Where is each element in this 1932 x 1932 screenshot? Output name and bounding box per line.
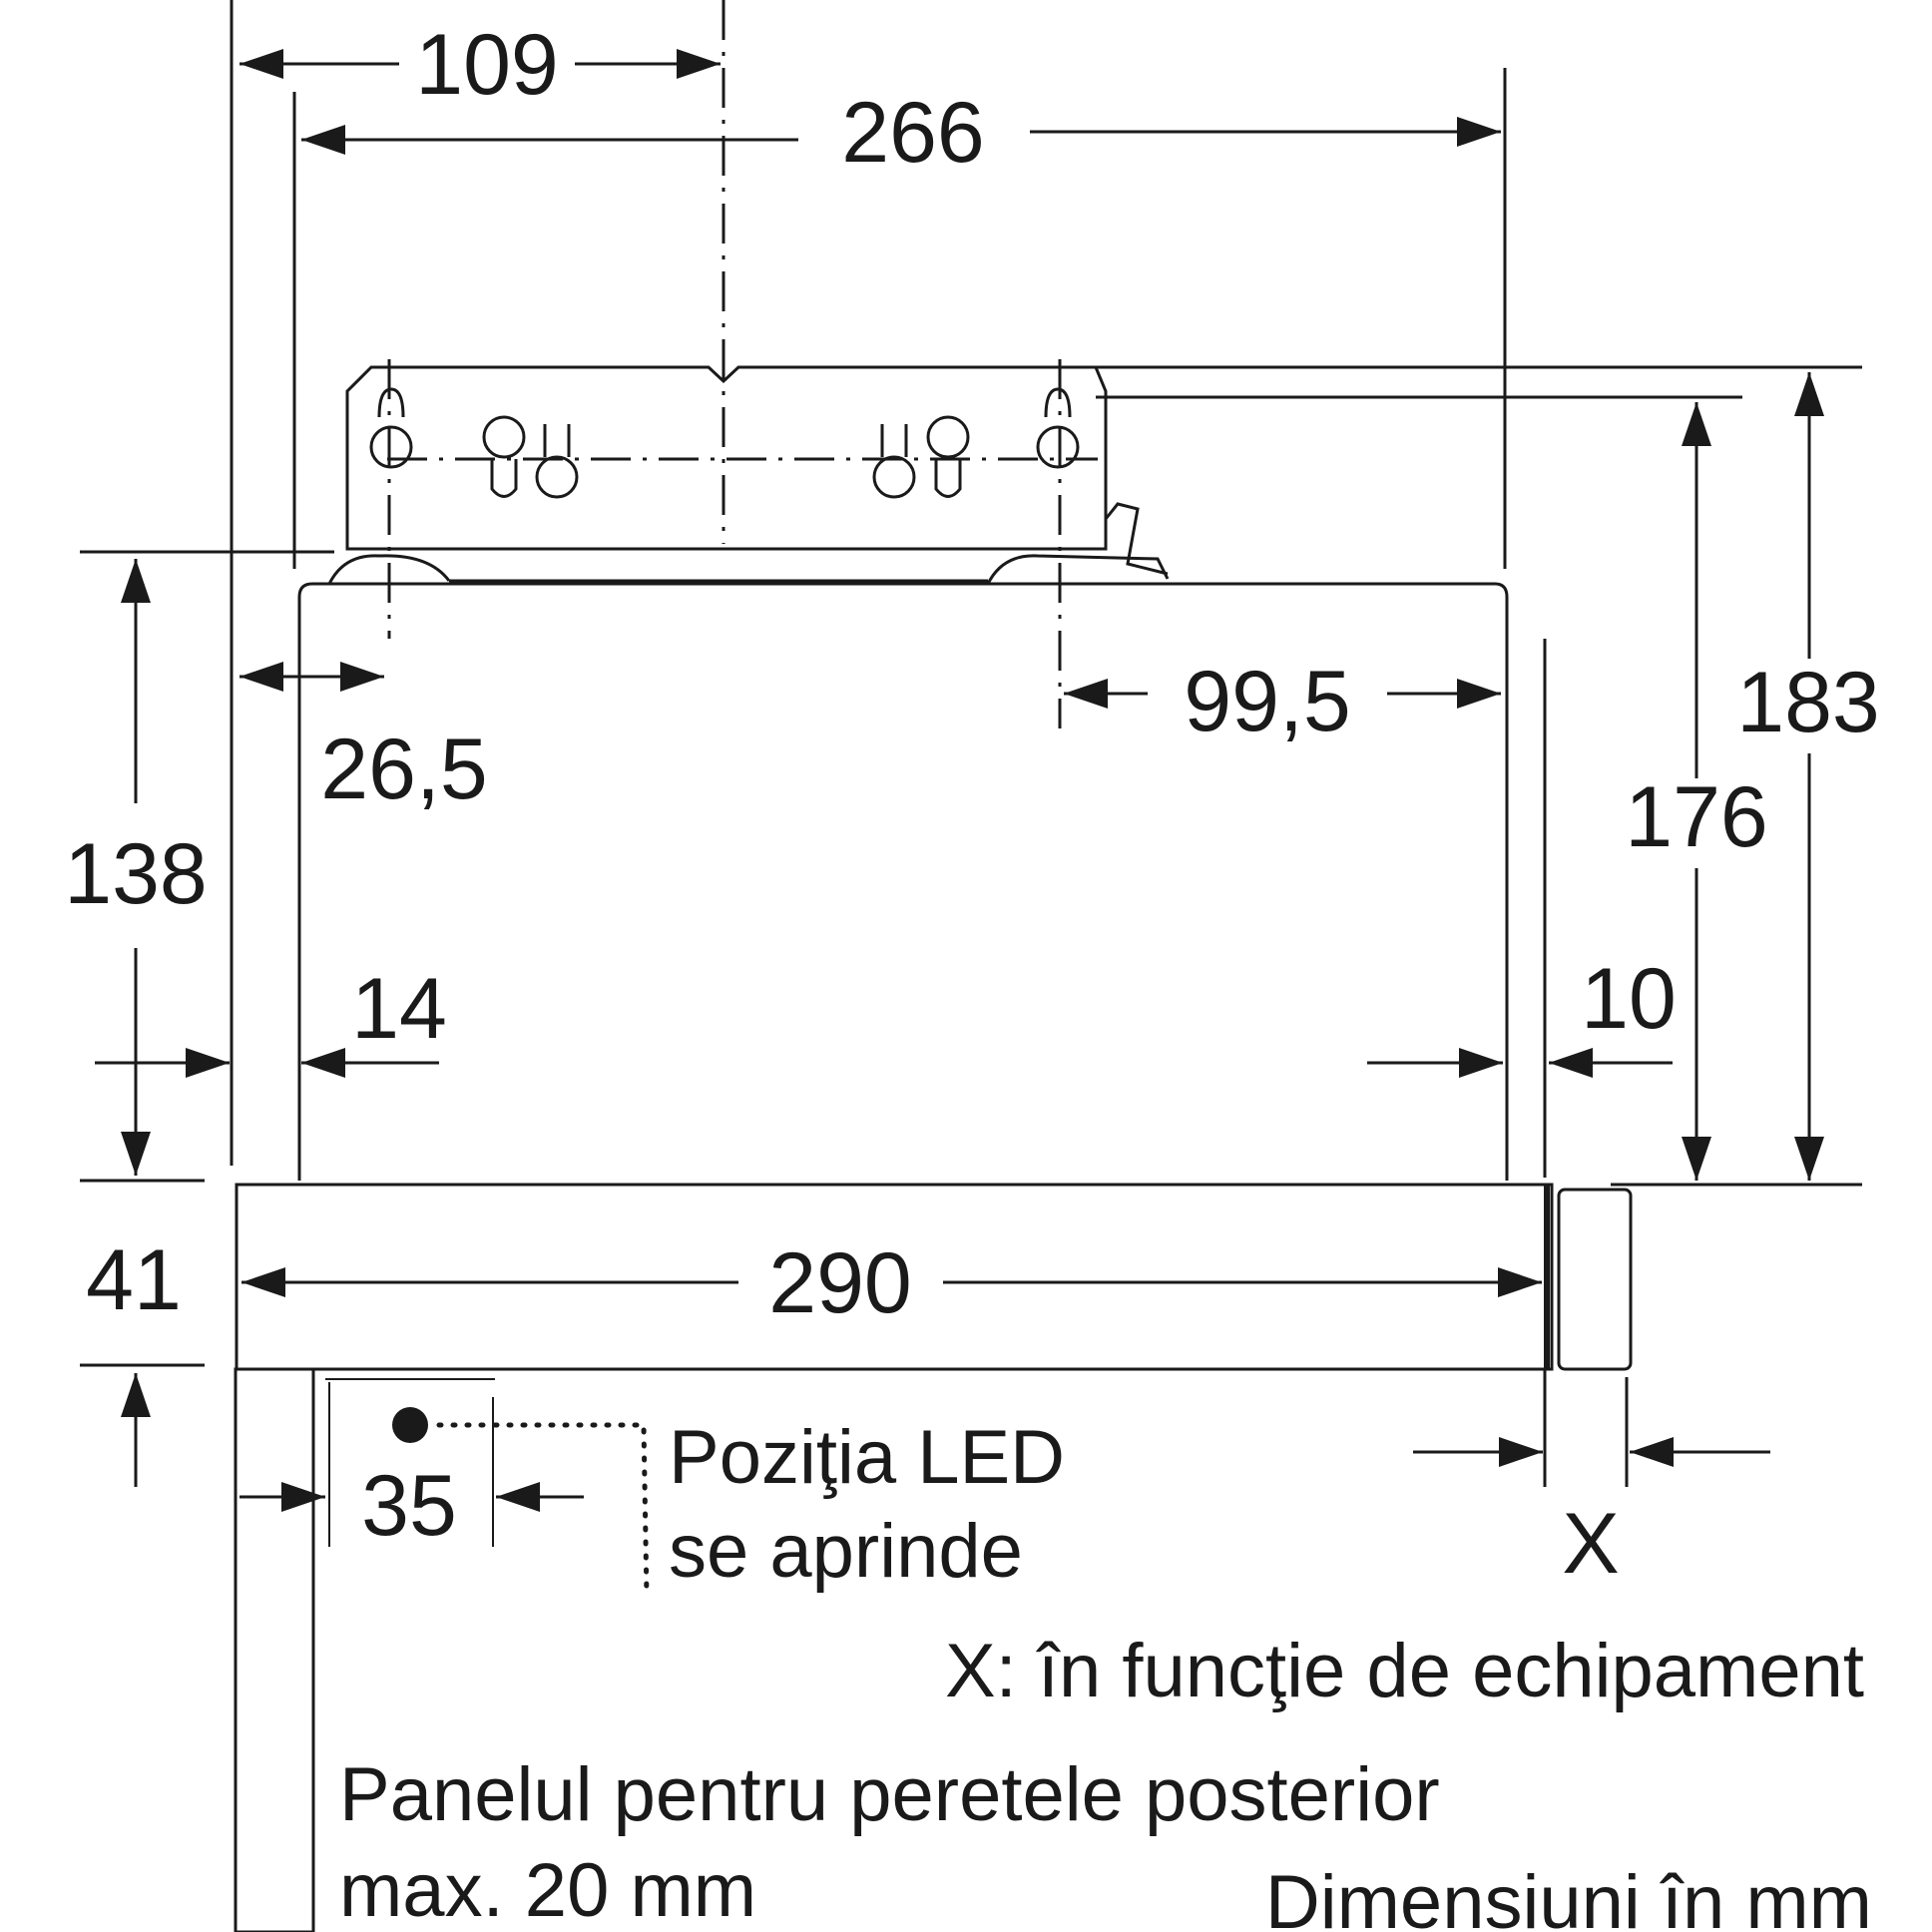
led-label-line1: Poziţia LED (669, 1415, 1066, 1500)
led-label-line2: se aprinde (669, 1509, 1023, 1594)
led-position-dot (392, 1407, 428, 1443)
dim-266: 266 (841, 85, 985, 181)
dimension-values (64, 17, 1880, 1592)
x-note: X: în funcţie de echipament (944, 1629, 1864, 1713)
panel-note-line1: Panelul pentru peretele posterior (339, 1752, 1440, 1837)
dim-35: 35 (361, 1458, 457, 1554)
dim-x: X (1562, 1496, 1620, 1592)
dim-109: 109 (415, 17, 559, 113)
hood-body (299, 556, 1507, 1181)
dim-10: 10 (1581, 951, 1677, 1047)
dim-26-5: 26,5 (320, 722, 488, 817)
dim-183: 183 (1736, 655, 1880, 750)
dim-99-5: 99,5 (1184, 654, 1351, 749)
dim-290: 290 (768, 1235, 912, 1331)
dim-41: 41 (86, 1232, 182, 1328)
dim-176: 176 (1625, 769, 1768, 865)
units-note: Dimensiuni în mm (1264, 1860, 1872, 1932)
labels (339, 1415, 1872, 1932)
dim-138: 138 (64, 826, 208, 922)
dim-14: 14 (351, 961, 447, 1057)
panel-note-line2: max. 20 mm (339, 1848, 757, 1932)
